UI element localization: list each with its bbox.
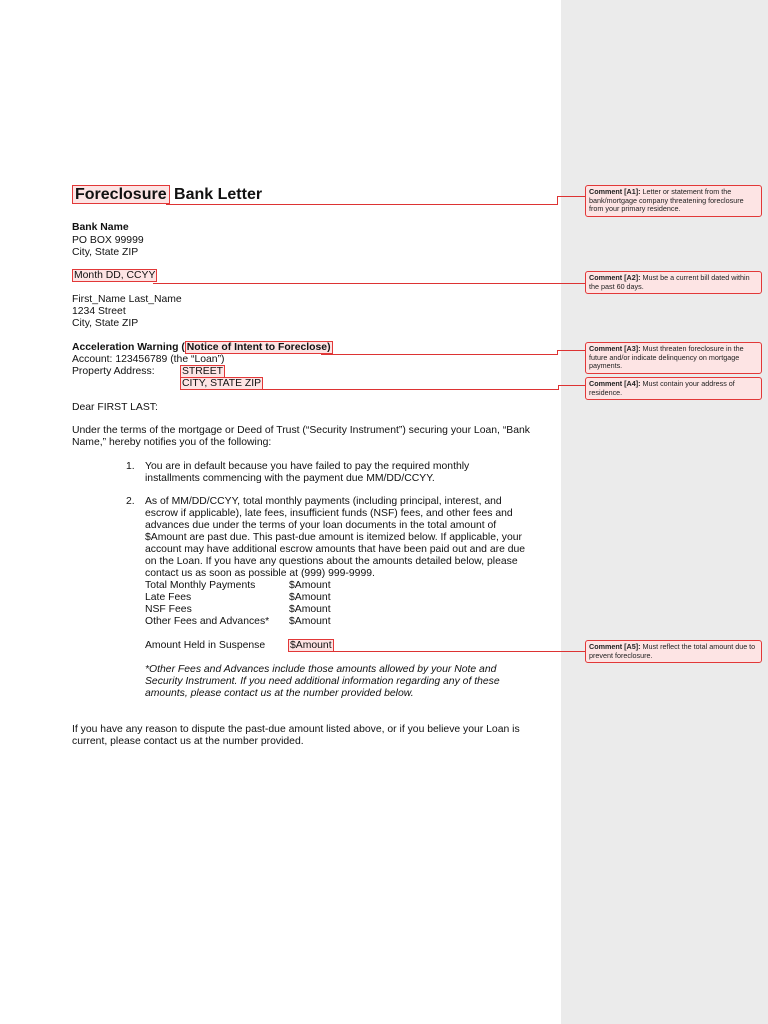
- comment-a3[interactable]: [585, 342, 762, 374]
- fee-value-other: $Amount: [289, 616, 331, 627]
- title-marked-text[interactable]: Foreclosure: [72, 185, 170, 204]
- connector-line-a2: [153, 283, 585, 284]
- comment-a1-tag: Comment [A1]:: [589, 187, 641, 196]
- property-city-marked[interactable]: CITY, STATE ZIP: [182, 378, 262, 389]
- fee-label-other: Other Fees and Advances*: [145, 616, 270, 627]
- subject-prefix: Acceleration Warning (: [72, 342, 185, 353]
- comment-a5-tag: Comment [A5]:: [589, 642, 641, 651]
- salutation: Dear FIRST LAST:: [72, 402, 158, 413]
- recipient-street: 1234 Street: [72, 306, 126, 317]
- comment-a5[interactable]: [585, 640, 762, 663]
- fee-value-total-monthly: $Amount: [289, 580, 331, 591]
- comment-a5-text: Must reflect the total amount due to prevent foreclosure.: [589, 642, 756, 660]
- comment-a3-tag: Comment [A3]:: [589, 344, 641, 353]
- account-line: Account: 123456789 (the “Loan”): [72, 354, 225, 365]
- connector-line-a1: [166, 204, 558, 205]
- fee-label-nsf: NSF Fees: [145, 604, 192, 615]
- property-street-marked[interactable]: STREET: [182, 366, 223, 377]
- property-address-label: Property Address:: [72, 366, 155, 377]
- date-marked-text[interactable]: Month DD, CCYY: [74, 270, 156, 281]
- fee-label-late: Late Fees: [145, 592, 192, 603]
- comment-a2-text: Must be a current bill dated within the past 60 days.: [589, 273, 750, 291]
- comment-a1[interactable]: [585, 185, 762, 217]
- comment-a4-text: Must contain your address of residence.: [589, 379, 735, 397]
- comments-margin-pane: [561, 0, 768, 1024]
- comment-a3-text: Must threaten foreclosure in the future and/or indicate delinquency on mortgage payments.: [589, 344, 744, 371]
- intro-paragraph: Under the terms of the mortgage or Deed of Trust (“Security Instrument”) securing your Loan, “Bank Name,” hereby notifies you of the following:: [72, 425, 530, 448]
- item-2-number: 2.: [126, 496, 135, 507]
- comment-a4-tag: Comment [A4]:: [589, 379, 641, 388]
- title-rest-text: Bank Letter: [169, 186, 263, 203]
- connector-line-a1-end: [557, 196, 585, 197]
- property-city: [180, 378, 263, 390]
- connector-line-a5: [330, 651, 585, 652]
- footnote: *Other Fees and Advances include those amounts allowed by your Note and Security Instrument. If you need additional information regarding any of these amounts, please contact us at the number provided below.: [145, 664, 500, 699]
- connector-line-a3: [321, 354, 558, 355]
- letter-title: [72, 185, 262, 205]
- comment-a4[interactable]: [585, 377, 762, 400]
- suspense-value: [288, 640, 334, 652]
- connector-line-a3-end: [557, 350, 585, 351]
- suspense-label: Amount Held in Suspense: [145, 640, 266, 651]
- comment-a2-tag: Comment [A2]:: [589, 273, 641, 282]
- fee-value-late: $Amount: [289, 592, 331, 603]
- suspense-value-marked[interactable]: $Amount: [290, 640, 332, 651]
- closing-paragraph: If you have any reason to dispute the past-due amount listed above, or if you believe your Loan is current, please contact us at the number provided.: [72, 724, 520, 747]
- connector-line-a1-rise: [557, 196, 558, 205]
- item-1-text: You are in default because you have failed to pay the required monthly installments commencing with the payment due MM/DD/CCYY.: [145, 461, 470, 484]
- comment-a1-text: Letter or statement from the bank/mortgage company threatening foreclosure from your primary residence.: [589, 187, 744, 214]
- fee-label-total-monthly: Total Monthly Payments: [145, 580, 256, 591]
- comment-a2[interactable]: [585, 271, 762, 294]
- item-1-number: 1.: [126, 461, 135, 472]
- bank-name: Bank Name: [72, 222, 129, 233]
- connector-line-a4-end: [558, 385, 585, 386]
- letter-date: [72, 270, 157, 282]
- item-2-text: As of MM/DD/CCYY, total monthly payments (including principal, interest, and escrow if applicable), late fees, insufficient funds (NSF) fees, and other fees and advances due under the terms of your loan documents in the total amount of $Amount are past due. This past-due amount is itemized below. If applicable, your account may have additional escrow amounts that have been paid out and are due on the Loan. If you have any questions about the amounts detailed below, please contact us as soon as possible at (999) 999-9999.: [145, 496, 526, 579]
- bank-address-line2: City, State ZIP: [72, 247, 139, 258]
- bank-address-line1: PO BOX 99999: [72, 235, 144, 246]
- subject-marked-text[interactable]: Notice of Intent to Foreclose): [186, 342, 331, 353]
- fee-value-nsf: $Amount: [289, 604, 331, 615]
- subject-line: [72, 342, 333, 354]
- recipient-name: First_Name Last_Name: [72, 294, 182, 305]
- connector-line-a4: [263, 389, 559, 390]
- recipient-city: City, State ZIP: [72, 318, 139, 329]
